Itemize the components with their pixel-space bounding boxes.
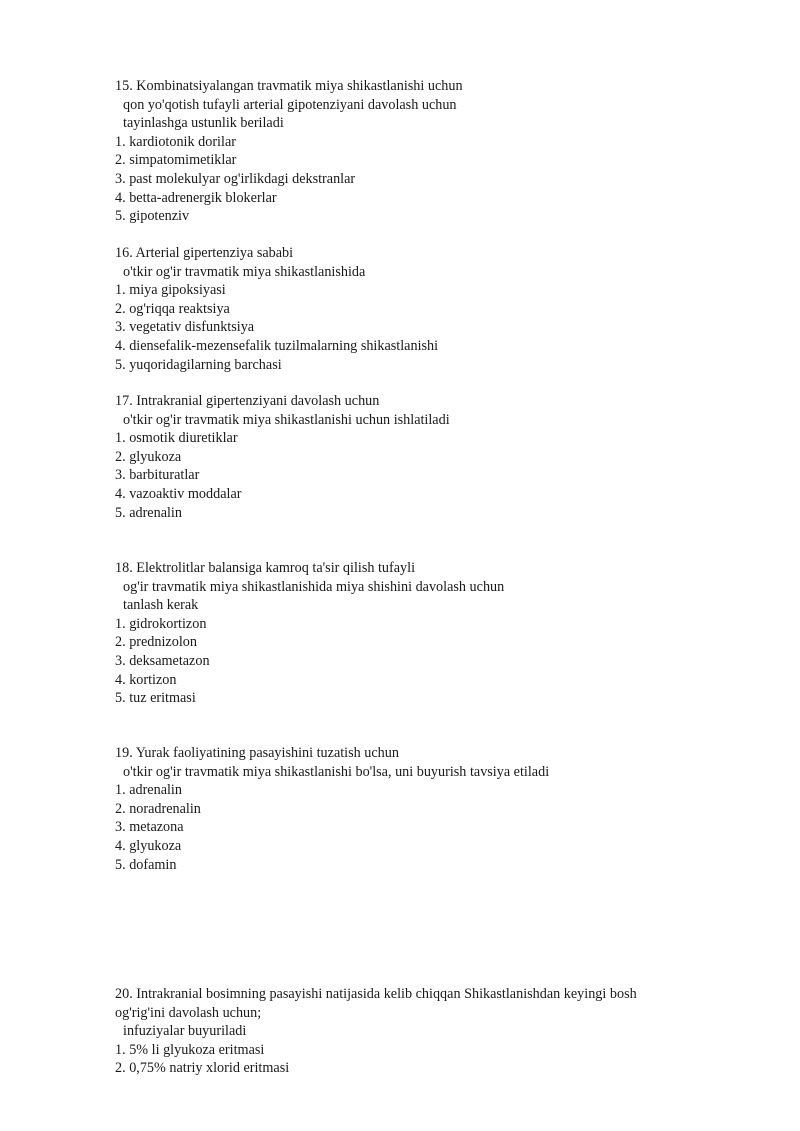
answer-option: 3. barbituratlar xyxy=(115,467,200,484)
question-continuation: tanlash kerak xyxy=(123,597,199,614)
answer-option: 5. dofamin xyxy=(115,856,177,873)
question-19 xyxy=(115,744,735,874)
answer-option: 2. prednizolon xyxy=(115,634,197,651)
answer-option: 1. miya gipoksiyasi xyxy=(115,282,226,299)
question-15 xyxy=(115,77,735,226)
answer-option: 4. kortizon xyxy=(115,671,177,688)
answer-option: 4. diensefalik-mezensefalik tuzilmalarning shikastlanishi xyxy=(115,337,439,354)
answer-option: 1. gidrokortizon xyxy=(115,615,207,632)
question-continuation: o'tkir og'ir travmatik miya shikastlanishi bo'lsa, uni buyurish tavsiya etiladi xyxy=(123,763,550,780)
answer-option: 2. noradrenalin xyxy=(115,800,201,817)
question-title-line2: og'rig'ini davolash uchun; xyxy=(115,1004,262,1021)
answer-option: 3. past molekulyar og'irlikdagi dekstranlar xyxy=(115,170,356,187)
answer-option: 2. simpatomimetiklar xyxy=(115,152,237,169)
answer-option: 5. adrenalin xyxy=(115,504,182,521)
answer-option: 3. vegetativ disfunktsiya xyxy=(115,319,255,336)
answer-option: 5. gipotenziv xyxy=(115,208,190,225)
answer-option: 4. glyukoza xyxy=(115,837,182,854)
question-continuation: o'tkir og'ir travmatik miya shikastlanishida xyxy=(123,263,366,280)
answer-option: 3. deksametazon xyxy=(115,652,210,669)
answer-option: 1. 5% li glyukoza eritmasi xyxy=(115,1041,265,1058)
answer-option: 1. adrenalin xyxy=(115,782,182,799)
question-title: 19. Yurak faoliyatining pasayishini tuzatish uchun xyxy=(115,745,399,761)
answer-option: 2. glyukoza xyxy=(115,448,182,465)
answer-option: 4. vazoaktiv moddalar xyxy=(115,485,242,502)
question-continuation: infuziyalar buyuriladi xyxy=(123,1023,247,1040)
answer-option: 1. kardiotonik dorilar xyxy=(115,133,236,150)
question-18 xyxy=(115,559,735,708)
answer-option: 2. 0,75% natriy xlorid eritmasi xyxy=(115,1060,290,1077)
question-title: 20. Intrakranial bosimning pasayishi natijasida kelib chiqqan Shikastlanishdan keyingi bosh xyxy=(115,986,637,1002)
answer-option: 4. betta-adrenergik blokerlar xyxy=(115,189,277,206)
question-title: 17. Intrakranial gipertenziyani davolash uchun xyxy=(115,393,380,409)
question-title: 16. Arterial gipertenziya sababi xyxy=(115,245,294,261)
question-16 xyxy=(115,244,735,374)
answer-option: 5. tuz eritmasi xyxy=(115,690,196,707)
question-continuation: o'tkir og'ir travmatik miya shikastlanishi uchun ishlatiladi xyxy=(123,411,450,428)
question-20 xyxy=(115,985,735,1078)
answer-option: 2. og'riqqa reaktsiya xyxy=(115,300,230,317)
question-17 xyxy=(115,392,735,522)
question-title: 18. Elektrolitlar balansiga kamroq ta'sir qilish tufayli xyxy=(115,560,416,576)
question-continuation: tayinlashga ustunlik beriladi xyxy=(123,115,284,132)
answer-option: 5. yuqoridagilarning barchasi xyxy=(115,356,282,373)
answer-option: 1. osmotik diuretiklar xyxy=(115,430,238,447)
question-continuation: og'ir travmatik miya shikastlanishida miya shishini davolash uchun xyxy=(123,578,505,595)
question-continuation: qon yo'qotish tufayli arterial gipotenziyani davolash uchun xyxy=(123,96,457,113)
question-title: 15. Kombinatsiyalangan travmatik miya shikastlanishi uchun xyxy=(115,78,463,94)
answer-option: 3. metazona xyxy=(115,819,184,836)
